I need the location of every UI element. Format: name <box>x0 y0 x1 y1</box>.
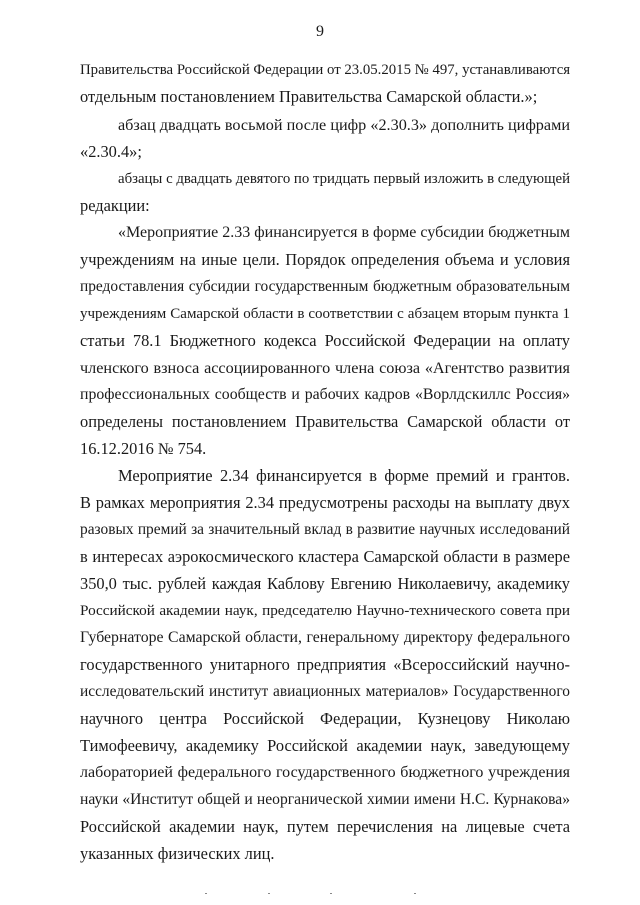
text-line: «Мероприятие 2.33 финансируется в форме субсидии бюджетным <box>118 224 570 241</box>
text-line: Российской академии наук, путем перечисления на лицевые счета <box>80 817 570 836</box>
text-line: учреждениям Самарской области в соответствии с абзацем вторым пункта 1 <box>80 306 570 322</box>
text-line: членского взноса ассоциированного члена союза «Агентство развития <box>80 359 570 377</box>
text-line: лабораторией федерального государственного бюджетного учреждения <box>80 764 570 781</box>
scan-speck <box>414 893 416 894</box>
text-line: отдельным постановлением Правительства Самарской области.»; <box>80 87 538 106</box>
text-line: науки «Институт общей и неорганической химии имени Н.С. Курнакова» <box>80 791 570 808</box>
text-line: разовых премий за значительный вклад в развитие научных исследований <box>80 521 570 538</box>
text-line: редакции: <box>80 196 150 215</box>
scan-specks <box>0 893 640 899</box>
text-line: Российской академии наук, председателю Научно-технического совета при <box>80 602 570 619</box>
text-line: статьи 78.1 Бюджетного кодекса Российской Федерации на оплату <box>80 331 570 350</box>
text-line: в интересах аэрокосмического кластера Самарской области в размере <box>80 547 570 566</box>
text-line: Губернаторе Самарской области, генеральному директору федерального <box>80 629 570 646</box>
text-line: В рамках мероприятия 2.34 предусмотрены расходы на выплату двух <box>80 493 570 512</box>
text-line: 16.12.2016 № 754. <box>80 439 207 458</box>
scan-speck <box>205 893 207 894</box>
text-line: абзац двадцать восьмой после цифр «2.30.3» дополнить цифрами <box>118 116 570 134</box>
text-line: Мероприятие 2.34 финансируется в форме премий и грантов. <box>118 466 570 485</box>
text-line: предоставления субсидии государственным бюджетным образовательным <box>80 278 570 295</box>
text-line: учреждениям на иные цели. Порядок определения объема и условия <box>80 250 570 269</box>
text-line: профессиональных сообществ и рабочих кадров «Ворлдскиллс Россия» <box>80 386 570 403</box>
text-line: указанных физических лиц. <box>80 844 275 863</box>
scan-speck <box>268 893 270 894</box>
text-line: Тимофеевичу, академику Российской академии наук, заведующему <box>80 736 570 755</box>
text-line: Правительства Российской Федерации от 23.05.2015 № 497, устанавливаются <box>80 62 571 78</box>
page-number: 9 <box>316 23 324 40</box>
text-line: определены постановлением Правительства Самарской области от <box>80 412 570 431</box>
text-line: исследовательский институт авиационных материалов» Государственного <box>80 683 570 700</box>
text-line: абзацы с двадцать девятого по тридцать первый изложить в следующей <box>118 171 570 187</box>
text-line: «2.30.4»; <box>80 142 142 161</box>
text-line: 350,0 тыс. рублей каждая Каблову Евгению Николаевичу, академику <box>80 574 570 593</box>
text-line: государственного унитарного предприятия «Всероссийский научно- <box>80 655 570 674</box>
scan-speck <box>330 893 332 894</box>
text-line: научного центра Российской Федерации, Кузнецову Николаю <box>80 709 570 728</box>
